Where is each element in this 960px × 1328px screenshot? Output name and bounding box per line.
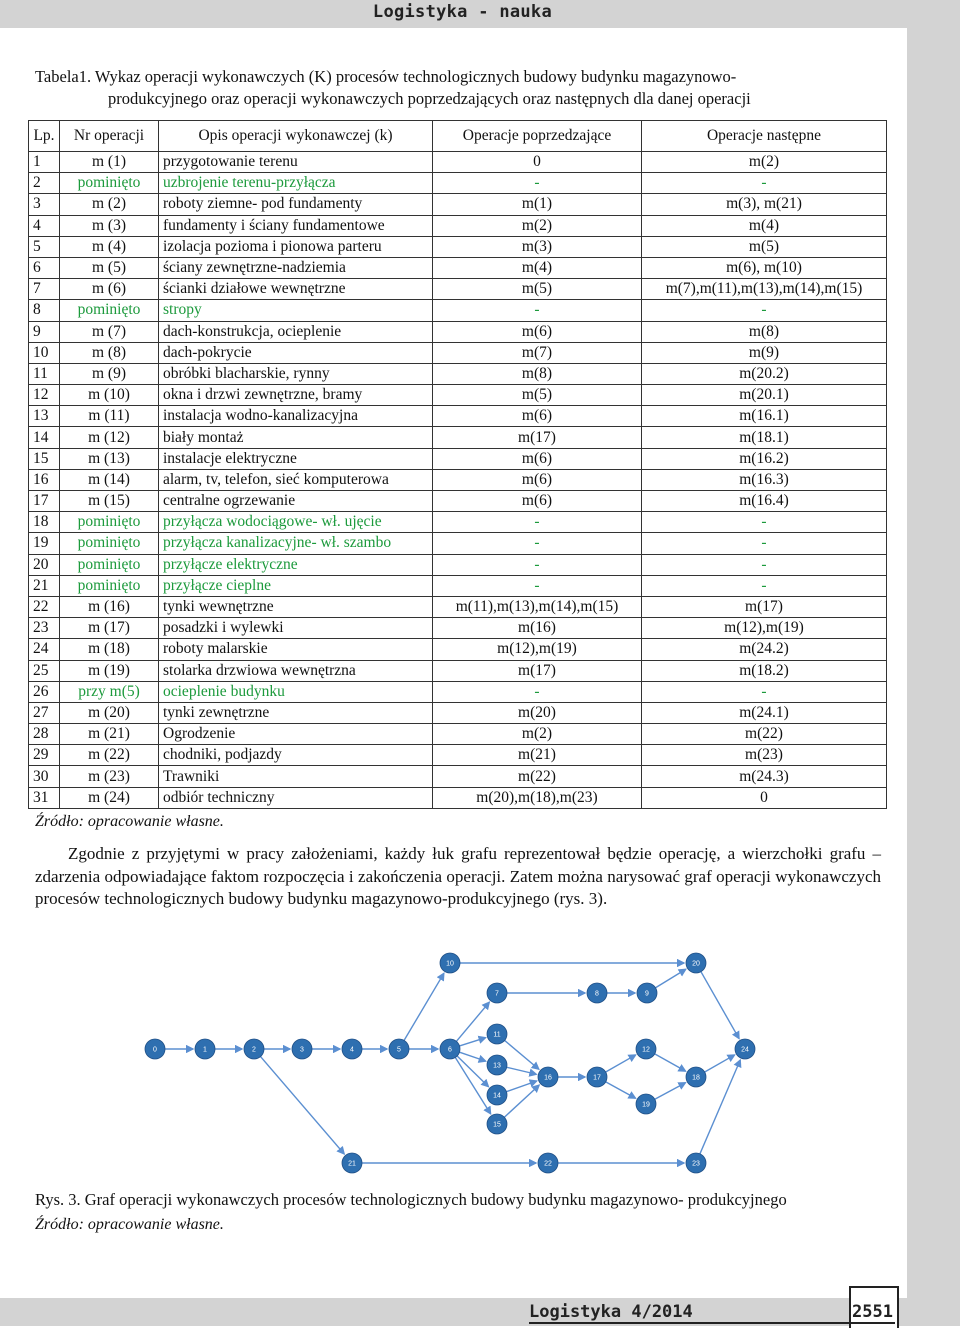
graph-node-label: 12 <box>642 1046 650 1054</box>
graph-node-label: 9 <box>645 990 649 998</box>
cell-prev: - <box>433 554 642 575</box>
cell-lp: 19 <box>29 533 60 554</box>
graph-node-4 <box>342 1039 362 1059</box>
cell-lp: 26 <box>29 681 60 702</box>
table-row <box>29 279 887 300</box>
graph-node-22 <box>538 1153 558 1173</box>
table-row <box>29 363 887 384</box>
graph-edge-9-20 <box>656 969 686 988</box>
cell-nr: m (3) <box>60 215 159 236</box>
cell-desc: przyłącza kanalizacyjne- wł. szambo <box>159 533 433 554</box>
graph-edge-20-24 <box>701 972 739 1039</box>
table-row <box>29 300 887 321</box>
cell-prev: m(17) <box>433 427 642 448</box>
graph-edge-12-18 <box>655 1054 686 1071</box>
cell-prev: - <box>433 533 642 554</box>
graph-node-15 <box>487 1114 507 1134</box>
cell-nr: m (2) <box>60 194 159 215</box>
graph-node-3 <box>292 1039 312 1059</box>
caption-line-2: produkcyjnego oraz operacji wykonawczych poprzedzających oraz następnych dla danej operacji <box>108 89 751 108</box>
cell-desc: dach-pokrycie <box>159 342 433 363</box>
cell-next: m(18.1) <box>642 427 887 448</box>
cell-prev: m(6) <box>433 448 642 469</box>
graph-node-9 <box>637 983 657 1003</box>
cell-nr: pominięto <box>60 575 159 596</box>
cell-lp: 24 <box>29 639 60 660</box>
cell-desc: dach-konstrukcja, ocieplenie <box>159 321 433 342</box>
cell-lp: 14 <box>29 427 60 448</box>
cell-nr: m (21) <box>60 724 159 745</box>
cell-next: 0 <box>642 787 887 808</box>
cell-desc: chodniki, podjazdy <box>159 745 433 766</box>
cell-next: - <box>642 173 887 194</box>
cell-desc: Trawniki <box>159 766 433 787</box>
journal-name: Logistyka 4/2014 <box>529 1302 693 1322</box>
table-row <box>29 533 887 554</box>
graph-edge-18-24 <box>705 1055 735 1072</box>
graph-node-label: 14 <box>493 1092 501 1100</box>
cell-next: m(12),m(19) <box>642 618 887 639</box>
cell-lp: 20 <box>29 554 60 575</box>
cell-next: m(6), m(10) <box>642 257 887 278</box>
graph-node-label: 1 <box>203 1046 207 1054</box>
cell-prev: m(1) <box>433 194 642 215</box>
page-number: 2551 <box>852 1302 893 1322</box>
cell-next: m(16.4) <box>642 491 887 512</box>
cell-prev: - <box>433 575 642 596</box>
cell-next: m(20.2) <box>642 363 887 384</box>
cell-prev: m(16) <box>433 618 642 639</box>
graph-node-1 <box>195 1039 215 1059</box>
cell-nr: m (11) <box>60 406 159 427</box>
table-row <box>29 575 887 596</box>
cell-nr: pominięto <box>60 512 159 533</box>
cell-next: m(24.2) <box>642 639 887 660</box>
graph-node-12 <box>636 1039 656 1059</box>
graph-nodes <box>145 953 755 1173</box>
table-source: Źródło: opracowanie własne. <box>35 813 224 830</box>
cell-next: - <box>642 533 887 554</box>
graph-node-18 <box>686 1067 706 1087</box>
col-header-next: Operacje następne <box>642 121 887 152</box>
table-row <box>29 681 887 702</box>
cell-desc: ścianki działowe wewnętrzne <box>159 279 433 300</box>
cell-desc: przyłącza wodociągowe- wł. ujęcie <box>159 512 433 533</box>
cell-next: - <box>642 575 887 596</box>
cell-nr: pominięto <box>60 173 159 194</box>
cell-desc: odbiór techniczny <box>159 787 433 808</box>
cell-desc: Ogrodzenie <box>159 724 433 745</box>
cell-lp: 4 <box>29 215 60 236</box>
table-row <box>29 724 887 745</box>
paragraph-text: Zgodnie z przyjętymi w pracy założeniami, każdy łuk grafu reprezentował będzie operację, a wierzchołki grafu – zdarzenia odpowiadające faktom rozpoczęcia i zakończenia operacji. Zatem można narysować graf operacji wykonawczych procesów technologicznych budowy budynku magazynowo-produkcyjnego (rys. 3). <box>35 844 881 908</box>
graph-node-21 <box>342 1153 362 1173</box>
cell-lp: 2 <box>29 173 60 194</box>
cell-desc: uzbrojenie terenu-przyłącza <box>159 173 433 194</box>
cell-prev: m(6) <box>433 491 642 512</box>
col-header-lp: Lp. <box>29 121 60 152</box>
table-row <box>29 554 887 575</box>
table-row <box>29 469 887 490</box>
graph-edge-23-24 <box>700 1060 740 1154</box>
graph-node-label: 22 <box>544 1160 552 1168</box>
table-row <box>29 406 887 427</box>
cell-prev: 0 <box>433 152 642 173</box>
cell-desc: roboty ziemne- pod fundamenty <box>159 194 433 215</box>
cell-prev: m(5) <box>433 385 642 406</box>
cell-lp: 6 <box>29 257 60 278</box>
graph-edge-5-10 <box>404 973 444 1040</box>
cell-nr: m (15) <box>60 491 159 512</box>
graph-edge-2-21 <box>261 1057 345 1154</box>
graph-edge-6-15 <box>455 1057 490 1113</box>
cell-nr: m (9) <box>60 363 159 384</box>
cell-nr: m (8) <box>60 342 159 363</box>
graph-node-5 <box>389 1039 409 1059</box>
cell-nr: m (10) <box>60 385 159 406</box>
cell-next: m(9) <box>642 342 887 363</box>
graph-node-label: 16 <box>544 1074 552 1082</box>
cell-prev: - <box>433 300 642 321</box>
graph-node-16 <box>538 1067 558 1087</box>
cell-prev: m(3) <box>433 236 642 257</box>
cell-nr: m (18) <box>60 639 159 660</box>
cell-nr: m (24) <box>60 787 159 808</box>
cell-lp: 15 <box>29 448 60 469</box>
cell-prev: m(22) <box>433 766 642 787</box>
operations-table <box>28 120 887 809</box>
cell-desc: stropy <box>159 300 433 321</box>
cell-prev: m(5) <box>433 279 642 300</box>
cell-lp: 12 <box>29 385 60 406</box>
col-header-prev: Operacje poprzedzające <box>433 121 642 152</box>
graph-node-label: 17 <box>593 1074 601 1082</box>
graph-node-label: 10 <box>446 960 454 968</box>
cell-lp: 31 <box>29 787 60 808</box>
cell-prev: m(2) <box>433 724 642 745</box>
cell-desc: tynki zewnętrzne <box>159 702 433 723</box>
cell-prev: m(6) <box>433 321 642 342</box>
cell-next: - <box>642 554 887 575</box>
table-row <box>29 215 887 236</box>
cell-prev: m(4) <box>433 257 642 278</box>
col-header-desc: Opis operacji wykonawczej (k) <box>159 121 433 152</box>
graph-node-label: 24 <box>741 1046 749 1054</box>
table-caption <box>35 66 875 110</box>
cell-lp: 28 <box>29 724 60 745</box>
cell-prev: m(17) <box>433 660 642 681</box>
cell-next: - <box>642 300 887 321</box>
graph-node-label: 13 <box>493 1062 501 1070</box>
graph-node-label: 19 <box>642 1101 650 1109</box>
graph-node-label: 3 <box>300 1046 304 1054</box>
graph-node-20 <box>686 953 706 973</box>
graph-node-17 <box>587 1067 607 1087</box>
cell-lp: 23 <box>29 618 60 639</box>
table-row <box>29 427 887 448</box>
graph-node-label: 5 <box>397 1046 401 1054</box>
graph-node-7 <box>487 983 507 1003</box>
cell-nr: m (19) <box>60 660 159 681</box>
graph-node-label: 21 <box>348 1160 356 1168</box>
cell-next: m(22) <box>642 724 887 745</box>
cell-nr: pominięto <box>60 533 159 554</box>
cell-prev: m(21) <box>433 745 642 766</box>
table-row <box>29 342 887 363</box>
table-row <box>29 702 887 723</box>
table-row <box>29 257 887 278</box>
cell-desc: przyłącze elektryczne <box>159 554 433 575</box>
table-row <box>29 766 887 787</box>
cell-lp: 13 <box>29 406 60 427</box>
graph-edge-13-16 <box>507 1067 537 1074</box>
cell-prev: m(6) <box>433 469 642 490</box>
cell-prev: m(20),m(18),m(23) <box>433 787 642 808</box>
cell-next: m(4) <box>642 215 887 236</box>
cell-lp: 7 <box>29 279 60 300</box>
cell-lp: 27 <box>29 702 60 723</box>
table-row <box>29 385 887 406</box>
graph-node-label: 15 <box>493 1121 501 1129</box>
table-row <box>29 660 887 681</box>
table-row <box>29 173 887 194</box>
cell-next: m(3), m(21) <box>642 194 887 215</box>
cell-lp: 1 <box>29 152 60 173</box>
graph-node-label: 23 <box>692 1160 700 1168</box>
table-row <box>29 321 887 342</box>
figure-caption: Rys. 3. Graf operacji wykonawczych procesów technologicznych budowy budynku magazynowo- produkcyjnego <box>35 1190 787 1209</box>
cell-nr: pominięto <box>60 300 159 321</box>
cell-desc: przygotowanie terenu <box>159 152 433 173</box>
cell-prev: - <box>433 681 642 702</box>
cell-next: m(24.1) <box>642 702 887 723</box>
cell-lp: 8 <box>29 300 60 321</box>
graph-node-24 <box>735 1039 755 1059</box>
graph-edge-17-12 <box>606 1055 636 1072</box>
table-row <box>29 596 887 617</box>
cell-desc: obróbki blacharskie, rynny <box>159 363 433 384</box>
table-row <box>29 618 887 639</box>
cell-next: m(16.3) <box>642 469 887 490</box>
cell-lp: 29 <box>29 745 60 766</box>
cell-nr: m (13) <box>60 448 159 469</box>
cell-next: m(8) <box>642 321 887 342</box>
graph-node-label: 20 <box>692 960 700 968</box>
graph-node-2 <box>244 1039 264 1059</box>
cell-desc: izolacja pozioma i pionowa parteru <box>159 236 433 257</box>
cell-next: m(5) <box>642 236 887 257</box>
cell-next: m(17) <box>642 596 887 617</box>
graph-node-11 <box>487 1024 507 1044</box>
cell-nr: m (1) <box>60 152 159 173</box>
cell-lp: 30 <box>29 766 60 787</box>
graph-node-label: 8 <box>595 990 599 998</box>
cell-nr: przy m(5) <box>60 681 159 702</box>
graph-node-19 <box>636 1094 656 1114</box>
graph-node-10 <box>440 953 460 973</box>
table-row <box>29 194 887 215</box>
cell-lp: 17 <box>29 491 60 512</box>
graph-node-6 <box>440 1039 460 1059</box>
table-row <box>29 512 887 533</box>
cell-prev: - <box>433 173 642 194</box>
cell-lp: 3 <box>29 194 60 215</box>
cell-nr: m (16) <box>60 596 159 617</box>
cell-desc: ściany zewnętrzne-nadziemia <box>159 257 433 278</box>
header-bar <box>0 0 960 28</box>
table-body <box>29 152 887 809</box>
cell-desc: ocieplenie budynku <box>159 681 433 702</box>
cell-next: m(23) <box>642 745 887 766</box>
table-row <box>29 152 887 173</box>
graph-node-13 <box>487 1055 507 1075</box>
figure-source: Źródło: opracowanie własne. <box>35 1216 224 1233</box>
table-row <box>29 491 887 512</box>
table-row <box>29 236 887 257</box>
cell-next: - <box>642 512 887 533</box>
table-row <box>29 448 887 469</box>
table-header-row <box>29 121 887 152</box>
cell-prev: m(7) <box>433 342 642 363</box>
cell-lp: 9 <box>29 321 60 342</box>
cell-lp: 21 <box>29 575 60 596</box>
graph-edge-14-16 <box>506 1081 536 1092</box>
cell-desc: alarm, tv, telefon, sieć komputerowa <box>159 469 433 490</box>
graph-node-label: 2 <box>252 1046 256 1054</box>
cell-nr: m (6) <box>60 279 159 300</box>
graph-node-23 <box>686 1153 706 1173</box>
cell-nr: m (22) <box>60 745 159 766</box>
caption-line-1: Tabela1. Wykaz operacji wykonawczych (K) procesów technologicznych budowy budynku magazynowo- <box>35 67 737 86</box>
cell-prev: - <box>433 512 642 533</box>
cell-next: m(16.2) <box>642 448 887 469</box>
cell-desc: okna i drzwi zewnętrzne, bramy <box>159 385 433 406</box>
right-margin-band <box>907 28 960 1298</box>
table-row <box>29 639 887 660</box>
graph-edge-17-19 <box>606 1082 636 1098</box>
cell-nr: m (4) <box>60 236 159 257</box>
graph-node-label: 11 <box>493 1031 501 1039</box>
cell-desc: tynki wewnętrzne <box>159 596 433 617</box>
col-header-nr: Nr operacji <box>60 121 159 152</box>
cell-lp: 18 <box>29 512 60 533</box>
cell-desc: instalacja wodno-kanalizacyjna <box>159 406 433 427</box>
cell-prev: m(12),m(19) <box>433 639 642 660</box>
cell-desc: posadzki i wylewki <box>159 618 433 639</box>
cell-next: - <box>642 681 887 702</box>
cell-desc: stolarka drzwiowa wewnętrzna <box>159 660 433 681</box>
cell-nr: m (17) <box>60 618 159 639</box>
cell-next: m(16.1) <box>642 406 887 427</box>
graph-edge-11-16 <box>505 1040 539 1069</box>
graph-edge-6-13 <box>459 1052 485 1061</box>
operations-graph <box>130 940 830 1185</box>
cell-prev: m(11),m(13),m(14),m(15) <box>433 596 642 617</box>
graph-node-label: 7 <box>495 990 499 998</box>
graph-node-0 <box>145 1039 165 1059</box>
footer-bar <box>0 1298 960 1326</box>
body-paragraph <box>35 843 881 911</box>
cell-nr: m (7) <box>60 321 159 342</box>
table-row <box>29 787 887 808</box>
cell-prev: m(6) <box>433 406 642 427</box>
cell-lp: 16 <box>29 469 60 490</box>
cell-desc: fundamenty i ściany fundamentowe <box>159 215 433 236</box>
cell-lp: 25 <box>29 660 60 681</box>
cell-lp: 11 <box>29 363 60 384</box>
graph-edge-6-7 <box>456 1002 489 1041</box>
graph-edge-6-11 <box>460 1038 486 1046</box>
cell-next: m(18.2) <box>642 660 887 681</box>
table-row <box>29 745 887 766</box>
cell-nr: m (5) <box>60 257 159 278</box>
graph-node-label: 0 <box>153 1046 157 1054</box>
cell-desc: roboty malarskie <box>159 639 433 660</box>
cell-prev: m(2) <box>433 215 642 236</box>
graph-node-label: 4 <box>350 1046 354 1054</box>
cell-next: m(7),m(11),m(13),m(14),m(15) <box>642 279 887 300</box>
cell-desc: biały montaż <box>159 427 433 448</box>
footer-underline <box>529 1322 895 1324</box>
cell-nr: pominięto <box>60 554 159 575</box>
graph-edge-19-18 <box>655 1083 686 1100</box>
cell-next: m(2) <box>642 152 887 173</box>
cell-next: m(24.3) <box>642 766 887 787</box>
cell-lp: 5 <box>29 236 60 257</box>
graph-node-14 <box>487 1085 507 1105</box>
section-title: Logistyka - nauka <box>372 2 552 22</box>
graph-node-label: 6 <box>448 1046 452 1054</box>
cell-nr: m (20) <box>60 702 159 723</box>
cell-nr: m (23) <box>60 766 159 787</box>
cell-lp: 10 <box>29 342 60 363</box>
graph-node-8 <box>587 983 607 1003</box>
cell-next: m(20.1) <box>642 385 887 406</box>
cell-nr: m (12) <box>60 427 159 448</box>
cell-desc: instalacje elektryczne <box>159 448 433 469</box>
cell-lp: 22 <box>29 596 60 617</box>
cell-desc: centralne ogrzewanie <box>159 491 433 512</box>
graph-node-label: 18 <box>692 1074 700 1082</box>
cell-desc: przyłącze cieplne <box>159 575 433 596</box>
cell-nr: m (14) <box>60 469 159 490</box>
cell-prev: m(8) <box>433 363 642 384</box>
cell-prev: m(20) <box>433 702 642 723</box>
